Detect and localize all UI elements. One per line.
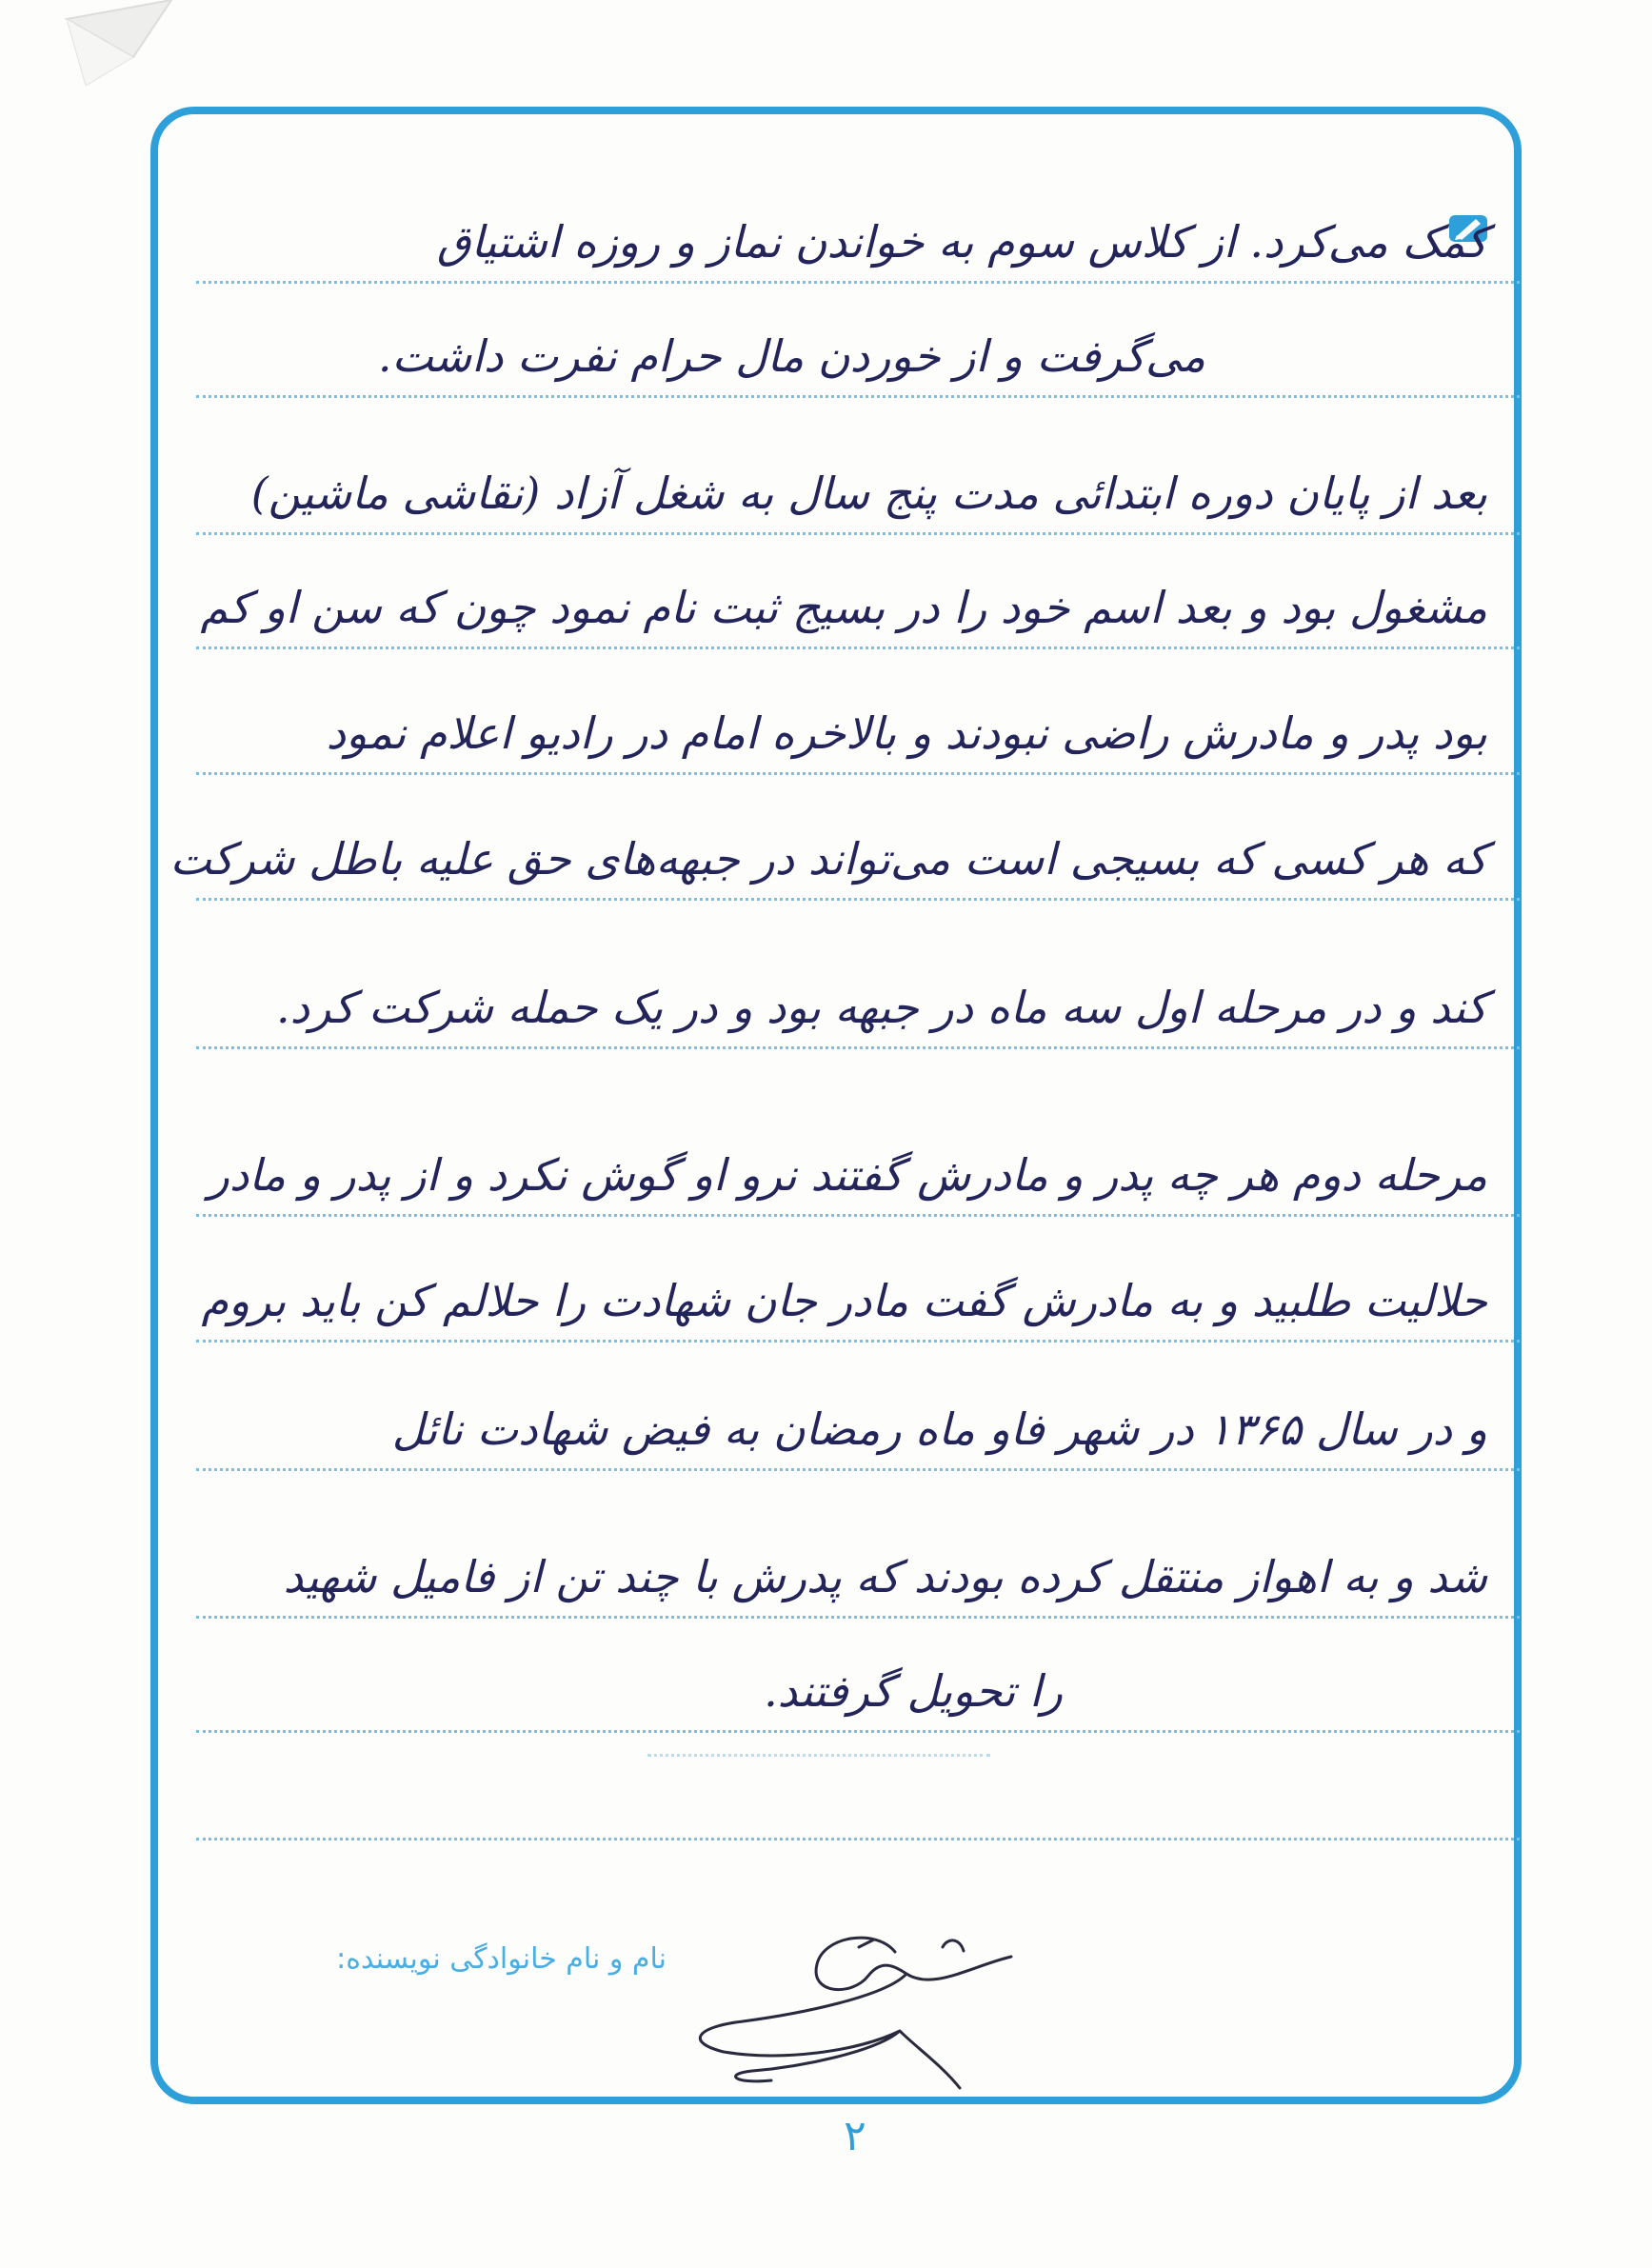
author-name-label: نام و نام خانوادگی نویسنده:: [336, 1942, 667, 1976]
page-number: ۲: [844, 2112, 866, 2160]
line-text: و در سال ۱۳۶۵ در شهر فاو ماه رمضان به فیض شهادت نائل: [391, 1403, 1487, 1455]
line-text: را تحویل گرفتند.: [764, 1665, 1063, 1717]
writing-line-12: [196, 1619, 1520, 1733]
line-text: مشغول بود و بعد اسم خود را در بسیج ثبت نام نمود چون که سن او کم: [200, 582, 1487, 633]
writing-line-2: [196, 284, 1520, 398]
line-text: بعد از پایان دوره ابتدائی مدت پنج سال به شغل آزاد (نقاشی ماشین): [250, 468, 1487, 519]
writing-line-3: [196, 421, 1520, 535]
writing-line-5: [196, 661, 1520, 775]
line-text: شد و به اهواز منتقل کرده بودند که پدرش با چند تن از فامیل شهید: [283, 1551, 1487, 1602]
writing-line-10: [196, 1357, 1520, 1471]
writing-line-4: [196, 535, 1520, 649]
line-text: کند و در مرحله اول سه ماه در جبهه بود و در یک حمله شرکت کرد.: [275, 982, 1487, 1033]
line-text: بود پدر و مادرش راضی نبودند و بالاخره امام در رادیو اعلام نمود: [326, 707, 1487, 759]
writing-line-7: [196, 935, 1520, 1049]
line-text: کمک می‌کرد. از کلاس سوم به خواندن نماز و روزه اشتیاق: [436, 216, 1487, 268]
line-text: می‌گرفت و از خوردن مال حرام نفرت داشت.: [377, 330, 1205, 382]
empty-dotted-rule: [196, 1836, 1520, 1840]
short-dotted-rule: [647, 1752, 990, 1757]
writing-line-6: [169, 786, 1520, 901]
folded-corner: [29, 0, 181, 105]
line-text: حلالیت طلبید و به مادرش گفت مادر جان شهادت را حلالم کن باید بروم: [201, 1275, 1487, 1326]
writing-line-8: [196, 1103, 1520, 1217]
writing-line-11: [196, 1504, 1520, 1619]
line-text: مرحله دوم هر چه پدر و مادرش گفتند نرو او گوش نکرد و از پدر و مادر: [208, 1149, 1487, 1201]
line-text: که هر کسی که بسیجی است می‌تواند در جبهه‌های حق علیه باطل شرکت: [169, 833, 1487, 885]
writing-line-9: [196, 1228, 1520, 1343]
author-signature: [657, 1909, 1047, 2095]
writing-line-1: [196, 169, 1520, 284]
